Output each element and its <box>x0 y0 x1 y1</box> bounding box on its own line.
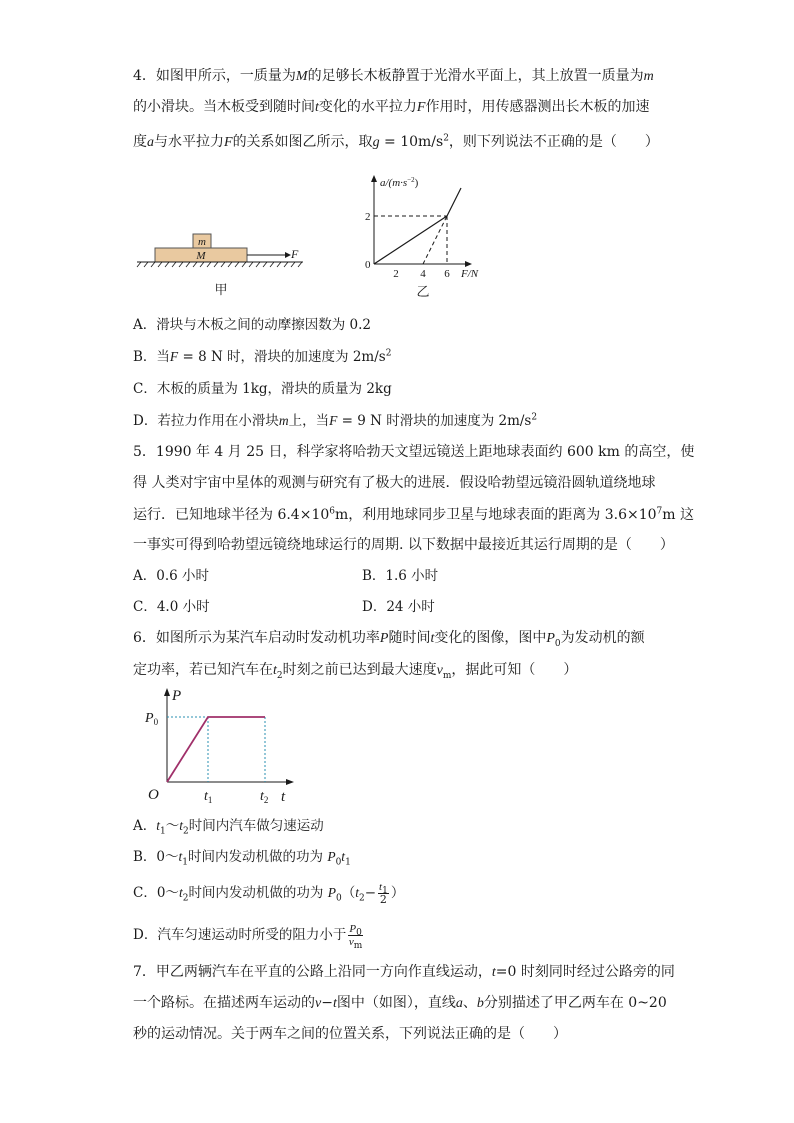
q5-option-c[interactable]: C．4.0 小时 <box>133 599 210 615</box>
q6-option-b[interactable]: B．$0\sim t_1$时间内发动机做的功为 $P_0t_1$ <box>133 849 351 868</box>
q6-graph-p0: $P_0$ <box>145 711 159 727</box>
fig-yi-x-tick-6: 6 <box>444 268 450 280</box>
q5-line-2: 得 人类对宇宙中星体的观测与研究有了极大的进展．假设哈勃望远镜沿圆轨道绕地球 <box>133 475 656 491</box>
q5-line-3: 运行．已知地球半径为 $6.4\times 10^6m$，利用地球同步卫星与地球表面的距离为 $3.6\times 10^7m$ 这 <box>133 506 695 523</box>
q6-graph-origin: O <box>148 787 159 803</box>
fig-yi-origin: 0 <box>365 259 371 271</box>
figure-yi-graph <box>355 170 495 302</box>
fig-yi-y-tick-2: 2 <box>365 211 371 223</box>
fig-jia-caption: 甲 <box>214 282 228 297</box>
figure-jia-board-block <box>135 228 305 303</box>
q5-option-b[interactable]: B．1.6 小时 <box>362 568 439 584</box>
q6-power-time-graph <box>140 684 300 809</box>
q4-option-a[interactable]: A．滑块与木板之间的动摩擦因数为 0.2 <box>133 317 372 333</box>
q4-option-d[interactable]: D．若拉力作用在小滑块m上，当F = 9 N 时滑块的加速度为 $2m/s^2$ <box>133 412 538 429</box>
fig-jia-M-label: M <box>196 250 206 262</box>
q4-line-3: 度a与水平拉力F的关系如图乙所示，取$g = 10m/s^2$，则下列说法不正确的是（ ） <box>133 133 659 150</box>
fig-yi-caption: 乙 <box>416 284 430 299</box>
q7-line-3: 秒的运动情况。关于两车之间的位置关系，下列说法正确的是（ ） <box>133 1026 567 1042</box>
q5-line-1: 5．1990 年 4 月 25 日，科学家将哈勃天文望远镜送上距地球表面约 600 km 的高空，使 <box>133 444 695 460</box>
q6-graph-t1: $t_1$ <box>204 789 213 805</box>
q6-graph-y-label: P <box>172 688 182 704</box>
fig-yi-x-axis-label: F/N <box>461 268 479 280</box>
q6-option-d[interactable]: D．汽车匀速运动时所受的阻力小于 $\frac{P_0}{v_m}$ <box>133 923 363 952</box>
q7-line-1: 7．甲乙两辆汽车在平直的公路上沿同一方向作直线运动，t=0 时刻同时经过公路旁的同 <box>133 964 675 980</box>
q4-line-2: 的小滑块。当木板受到随时间t变化的水平拉力F作用时，用传感器测出长木板的加速 <box>133 99 650 115</box>
q6-line-1: 6．如图所示为某汽车启动时发动机功率P随时间t变化的图像，图中$P_0$为发动机的额 <box>133 630 645 649</box>
q5-line-4: 一事实可得到哈勃望远镜绕地球运行的周期. 以下数据中最接近其运行周期的是（ ） <box>133 537 674 553</box>
q4-option-c[interactable]: C．木板的质量为 1kg，滑块的质量为 2kg <box>133 381 392 397</box>
fig-yi-x-tick-2: 2 <box>393 268 399 280</box>
fig-jia-F-label: F <box>291 247 299 261</box>
fig-yi-x-tick-4: 4 <box>420 268 426 280</box>
q6-option-a[interactable]: A．$t_1\sim t_2$时间内汽车做匀速运动 <box>133 818 324 837</box>
fig-yi-y-axis-label: $a/(m\cdot s^{-2})$ <box>380 176 419 189</box>
fig-jia-m-label: m <box>198 236 206 248</box>
q7-line-2: 一个路标。在描述两车运动的v−t图中（如图），直线a、b分别描述了甲乙两车在 0~20 <box>133 995 667 1011</box>
q5-option-d[interactable]: D．24 小时 <box>362 599 435 615</box>
q6-graph-x-label: t <box>281 789 286 805</box>
q6-c-fraction: $\frac{t_1}{2}$ <box>379 881 388 906</box>
q6-option-c[interactable]: C．$0\sim t_2$时间内发动机做的功为 $P_0(t_2-$ $\frac{t_1}{2}$ ） <box>133 881 405 906</box>
q6-graph-t2: $t_2$ <box>260 789 269 805</box>
q6-line-2: 定功率，若已知汽车在$t_2$时刻之前已达到最大速度$v_m$，据此可知（ ） <box>133 662 578 681</box>
q4-option-b[interactable]: B．当F = 8 N 时，滑块的加速度为 $2m/s^2$ <box>133 348 392 365</box>
q5-option-a[interactable]: A．0.6 小时 <box>133 568 210 584</box>
q6-d-fraction: $\frac{P_0}{v_m}$ <box>348 923 363 952</box>
q4-line-1: 4．如图甲所示，一质量为M的足够长木板静置于光滑水平面上，其上放置一质量为m <box>133 68 654 84</box>
